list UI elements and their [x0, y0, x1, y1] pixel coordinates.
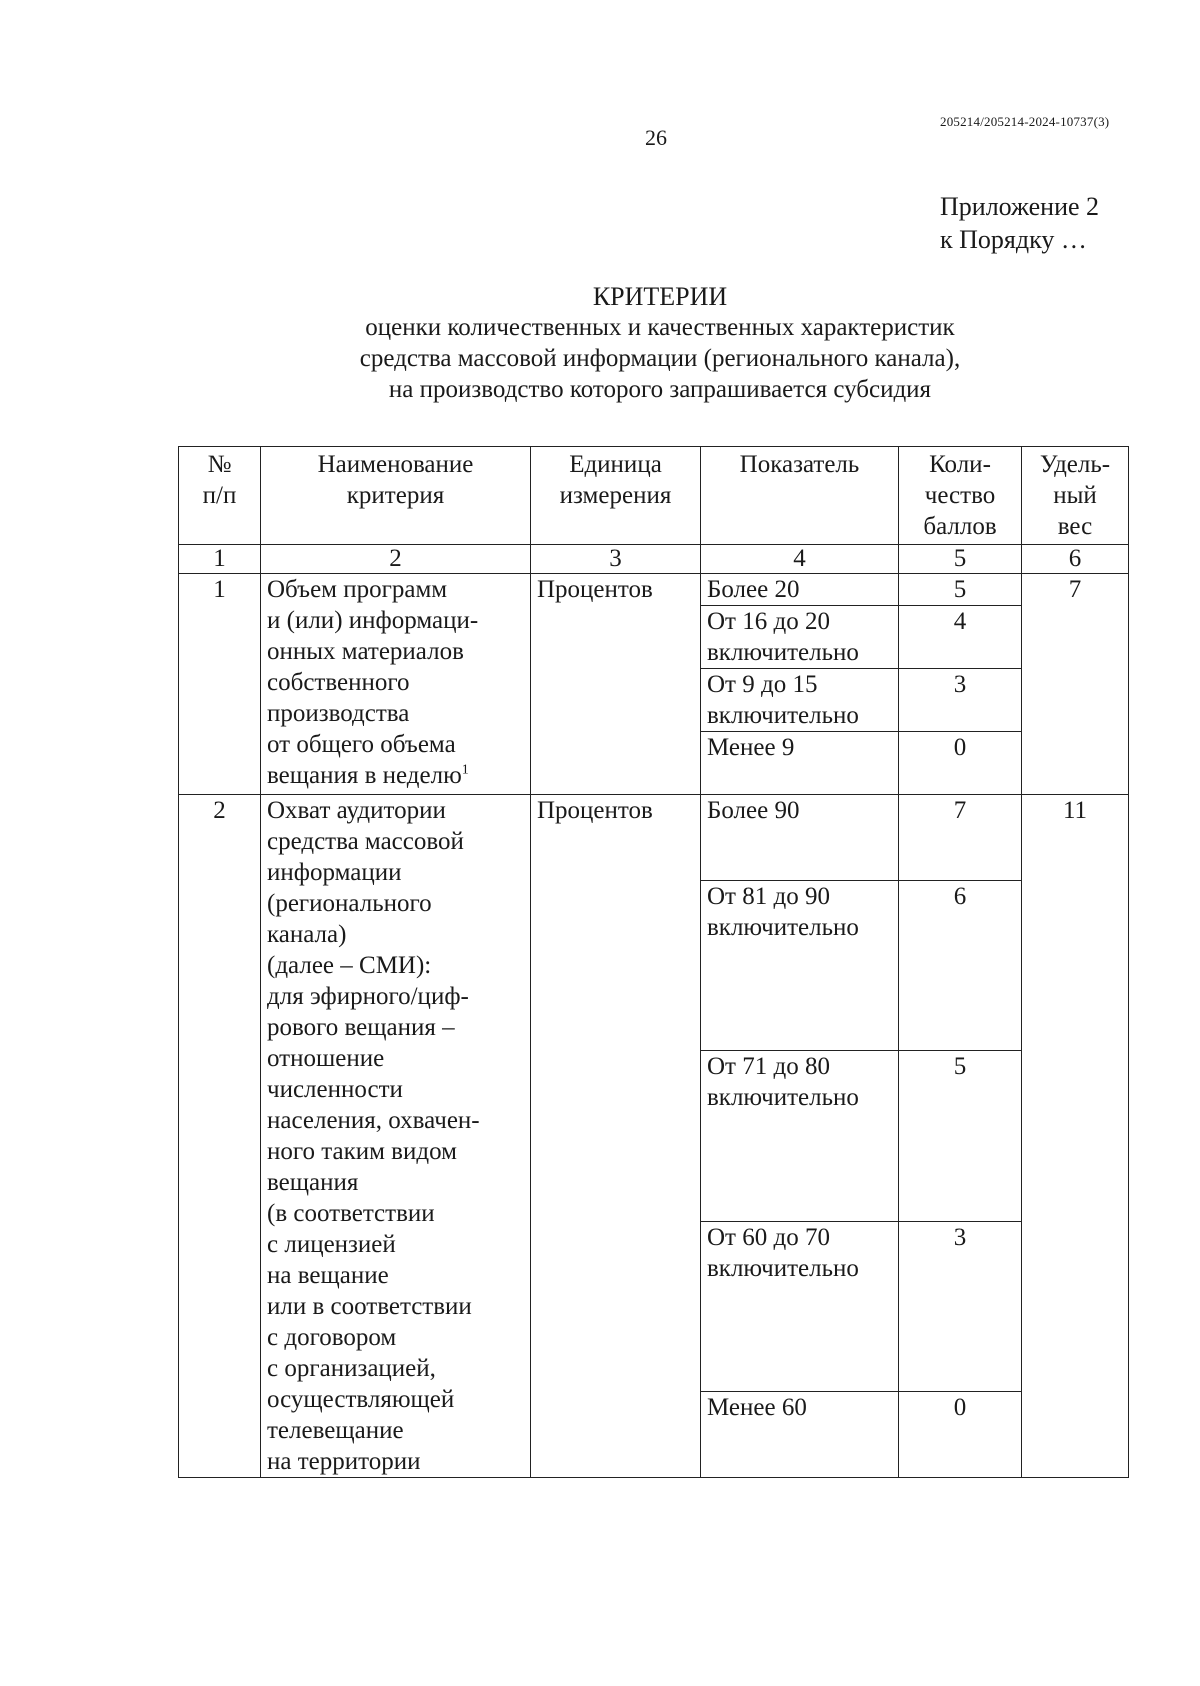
indicator: От 60 до 70 включительно — [701, 1221, 899, 1391]
document-subtitle-line-2: средства массовой информации (регионального канала), — [359, 345, 961, 372]
indicator: От 81 до 90 включительно — [701, 881, 899, 1051]
points: 0 — [899, 732, 1022, 795]
document-id: 205214/205214-2024-10737(3) — [940, 114, 1110, 129]
column-number: 1 — [179, 545, 261, 574]
points: 6 — [899, 881, 1022, 1051]
header-points: Коли- чество баллов — [899, 447, 1022, 545]
column-number: 5 — [899, 545, 1022, 574]
header-weight: Удель- ный вес — [1022, 447, 1129, 545]
appendix-line-2: к Порядку … — [940, 225, 1087, 254]
criterion-unit: Процентов — [531, 574, 701, 795]
table-row — [179, 795, 1129, 881]
row-num: 2 — [179, 795, 261, 1478]
points: 0 — [899, 1391, 1022, 1477]
table-header-row — [179, 447, 1129, 545]
column-number: 3 — [531, 545, 701, 574]
points: 3 — [899, 669, 1022, 732]
points: 5 — [899, 574, 1022, 606]
column-number: 2 — [261, 545, 531, 574]
table-row — [179, 574, 1129, 606]
criterion-name: Охват аудитории средства массовой информации (регионального канала) (далее – СМИ): для эфирного/циф- рового вещания – отношение численности населения, охвачен- ного таким видом вещания (в соответствии с лицензией на вещание или в соответствии с договором с организацией, осуществляющей телевещание на территории — [261, 795, 531, 1478]
criterion-name: Объем программ и (или) информаци- онных материалов собственного производства от общего объема вещания в неделю$^1$ — [261, 574, 531, 795]
points: 4 — [899, 606, 1022, 669]
row-num: 1 — [179, 574, 261, 795]
column-number: 4 — [701, 545, 899, 574]
document-title-block — [330, 282, 990, 405]
criterion-weight: 11 — [1022, 795, 1129, 1478]
indicator: От 9 до 15 включительно — [701, 669, 899, 732]
indicator: От 71 до 80 включительно — [701, 1051, 899, 1221]
indicator: Менее 9 — [701, 732, 899, 795]
header-indicator: Показатель — [701, 447, 899, 545]
header-num: № п/п — [179, 447, 261, 545]
column-number: 6 — [1022, 545, 1129, 574]
appendix-reference — [940, 190, 1099, 256]
document-subtitle-line-1: оценки количественных и качественных характеристик — [365, 314, 955, 341]
page-number: 26 — [645, 125, 667, 150]
points: 7 — [899, 795, 1022, 881]
indicator: От 16 до 20 включительно — [701, 606, 899, 669]
points: 3 — [899, 1221, 1022, 1391]
indicator: Более 90 — [701, 795, 899, 881]
criteria-table — [178, 446, 1129, 1478]
points: 5 — [899, 1051, 1022, 1221]
header-name: Наименование критерия — [261, 447, 531, 545]
document-title: КРИТЕРИИ — [592, 282, 728, 311]
column-number-row — [179, 545, 1129, 574]
footnote-mark: 1 — [461, 762, 469, 778]
indicator: Более 20 — [701, 574, 899, 606]
appendix-line-1: Приложение 2 — [940, 192, 1100, 221]
criterion-unit: Процентов — [531, 795, 701, 1478]
criterion-weight: 7 — [1022, 574, 1129, 795]
indicator: Менее 60 — [701, 1391, 899, 1477]
header-unit: Единица измерения — [531, 447, 701, 545]
document-subtitle-line-3: на производство которого запрашивается субсидия — [388, 376, 932, 403]
